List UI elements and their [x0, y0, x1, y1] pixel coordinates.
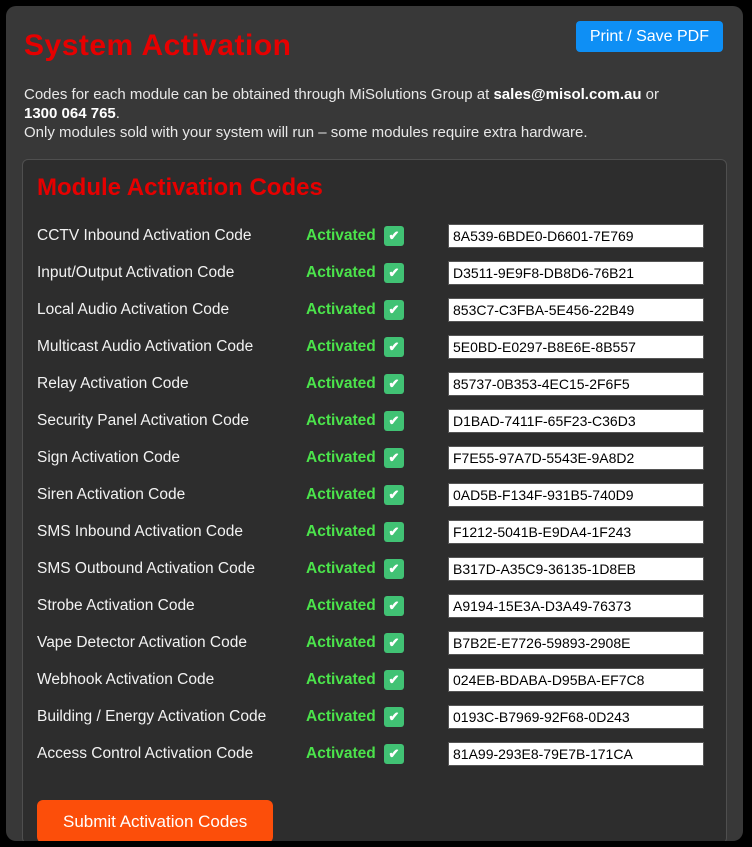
activated-status-label: Activated	[306, 411, 376, 429]
page-title: System Activation	[24, 29, 292, 62]
activation-code-input[interactable]	[448, 409, 704, 433]
activation-code-row	[37, 217, 720, 254]
activated-checkbox-icon[interactable]: ✔	[384, 448, 404, 468]
activated-status-label: Activated	[306, 226, 376, 244]
intro-phone: 1300 064 765	[24, 105, 116, 123]
activation-code-row	[37, 513, 720, 550]
intro-line2: Only modules sold with your system will run – some modules require extra hardware.	[24, 124, 588, 142]
module-label: SMS Outbound Activation Code	[37, 559, 255, 577]
module-label: Webhook Activation Code	[37, 670, 215, 688]
activated-checkbox-icon[interactable]: ✔	[384, 522, 404, 542]
system-activation-panel	[6, 6, 743, 841]
activation-code-input[interactable]	[448, 742, 704, 766]
module-activation-codes-box	[22, 159, 727, 841]
module-label: Siren Activation Code	[37, 485, 186, 503]
activated-status-label: Activated	[306, 448, 376, 466]
activation-code-input[interactable]	[448, 261, 704, 285]
activated-checkbox-icon[interactable]: ✔	[384, 744, 404, 764]
activated-status-label: Activated	[306, 559, 376, 577]
activated-checkbox-icon[interactable]: ✔	[384, 485, 404, 505]
activation-code-input[interactable]	[448, 298, 704, 322]
activation-code-row	[37, 291, 720, 328]
activation-code-input[interactable]	[448, 335, 704, 359]
activated-status-label: Activated	[306, 485, 376, 503]
activation-code-row	[37, 587, 720, 624]
activated-checkbox-icon[interactable]: ✔	[384, 559, 404, 579]
intro-part1: Codes for each module can be obtained through MiSolutions Group at	[24, 86, 494, 103]
activated-checkbox-icon[interactable]: ✔	[384, 670, 404, 690]
activated-checkbox-icon[interactable]: ✔	[384, 337, 404, 357]
activated-status-label: Activated	[306, 596, 376, 614]
activated-checkbox-icon[interactable]: ✔	[384, 226, 404, 246]
activated-checkbox-icon[interactable]: ✔	[384, 633, 404, 653]
module-label: CCTV Inbound Activation Code	[37, 226, 252, 244]
activated-checkbox-icon[interactable]: ✔	[384, 411, 404, 431]
activated-checkbox-icon[interactable]: ✔	[384, 263, 404, 283]
activation-code-input[interactable]	[448, 557, 704, 581]
activation-code-row	[37, 624, 720, 661]
activated-status-label: Activated	[306, 744, 376, 762]
activated-status-label: Activated	[306, 263, 376, 281]
activated-checkbox-icon[interactable]: ✔	[384, 707, 404, 727]
module-label: SMS Inbound Activation Code	[37, 522, 243, 540]
module-label: Strobe Activation Code	[37, 596, 195, 614]
activation-code-input[interactable]	[448, 372, 704, 396]
module-label: Input/Output Activation Code	[37, 263, 235, 281]
activation-code-row	[37, 550, 720, 587]
module-label: Security Panel Activation Code	[37, 411, 249, 429]
activation-code-input[interactable]	[448, 631, 704, 655]
intro-part2: or	[641, 86, 660, 103]
activated-checkbox-icon[interactable]: ✔	[384, 374, 404, 394]
module-label: Multicast Audio Activation Code	[37, 337, 254, 355]
module-label: Local Audio Activation Code	[37, 300, 230, 318]
activation-code-rows	[37, 217, 720, 772]
module-label: Vape Detector Activation Code	[37, 633, 247, 651]
activated-checkbox-icon[interactable]: ✔	[384, 300, 404, 320]
activation-code-row	[37, 254, 720, 291]
activated-status-label: Activated	[306, 670, 376, 688]
activation-code-input[interactable]	[448, 483, 704, 507]
activation-code-input[interactable]	[448, 446, 704, 470]
activated-status-label: Activated	[306, 300, 376, 318]
module-label: Building / Energy Activation Code	[37, 707, 267, 725]
activated-status-label: Activated	[306, 374, 376, 392]
module-label: Relay Activation Code	[37, 374, 189, 392]
intro-text	[6, 85, 743, 143]
module-box-heading: Module Activation Codes	[37, 173, 323, 201]
activation-code-row	[37, 365, 720, 402]
activation-code-input[interactable]	[448, 705, 704, 729]
activation-code-input[interactable]	[448, 668, 704, 692]
activation-code-row	[37, 439, 720, 476]
activation-code-row	[37, 402, 720, 439]
activation-code-row	[37, 328, 720, 365]
print-save-pdf-button[interactable]: Print / Save PDF	[576, 21, 723, 52]
module-label: Access Control Activation Code	[37, 744, 254, 762]
activation-code-row	[37, 476, 720, 513]
module-label: Sign Activation Code	[37, 448, 181, 466]
activated-status-label: Activated	[306, 522, 376, 540]
page-header	[6, 6, 743, 63]
activated-checkbox-icon[interactable]: ✔	[384, 596, 404, 616]
activation-code-input[interactable]	[448, 520, 704, 544]
activated-status-label: Activated	[306, 707, 376, 725]
submit-activation-codes-button[interactable]: Submit Activation Codes	[37, 800, 273, 841]
activation-code-row	[37, 698, 720, 735]
intro-email: sales@misol.com.au	[493, 86, 642, 103]
activation-code-input[interactable]	[448, 224, 704, 248]
activation-code-row	[37, 735, 720, 772]
activated-status-label: Activated	[306, 633, 376, 651]
intro-part3: .	[115, 105, 120, 123]
activation-code-row	[37, 661, 720, 698]
activated-status-label: Activated	[306, 337, 376, 355]
activation-code-input[interactable]	[448, 594, 704, 618]
